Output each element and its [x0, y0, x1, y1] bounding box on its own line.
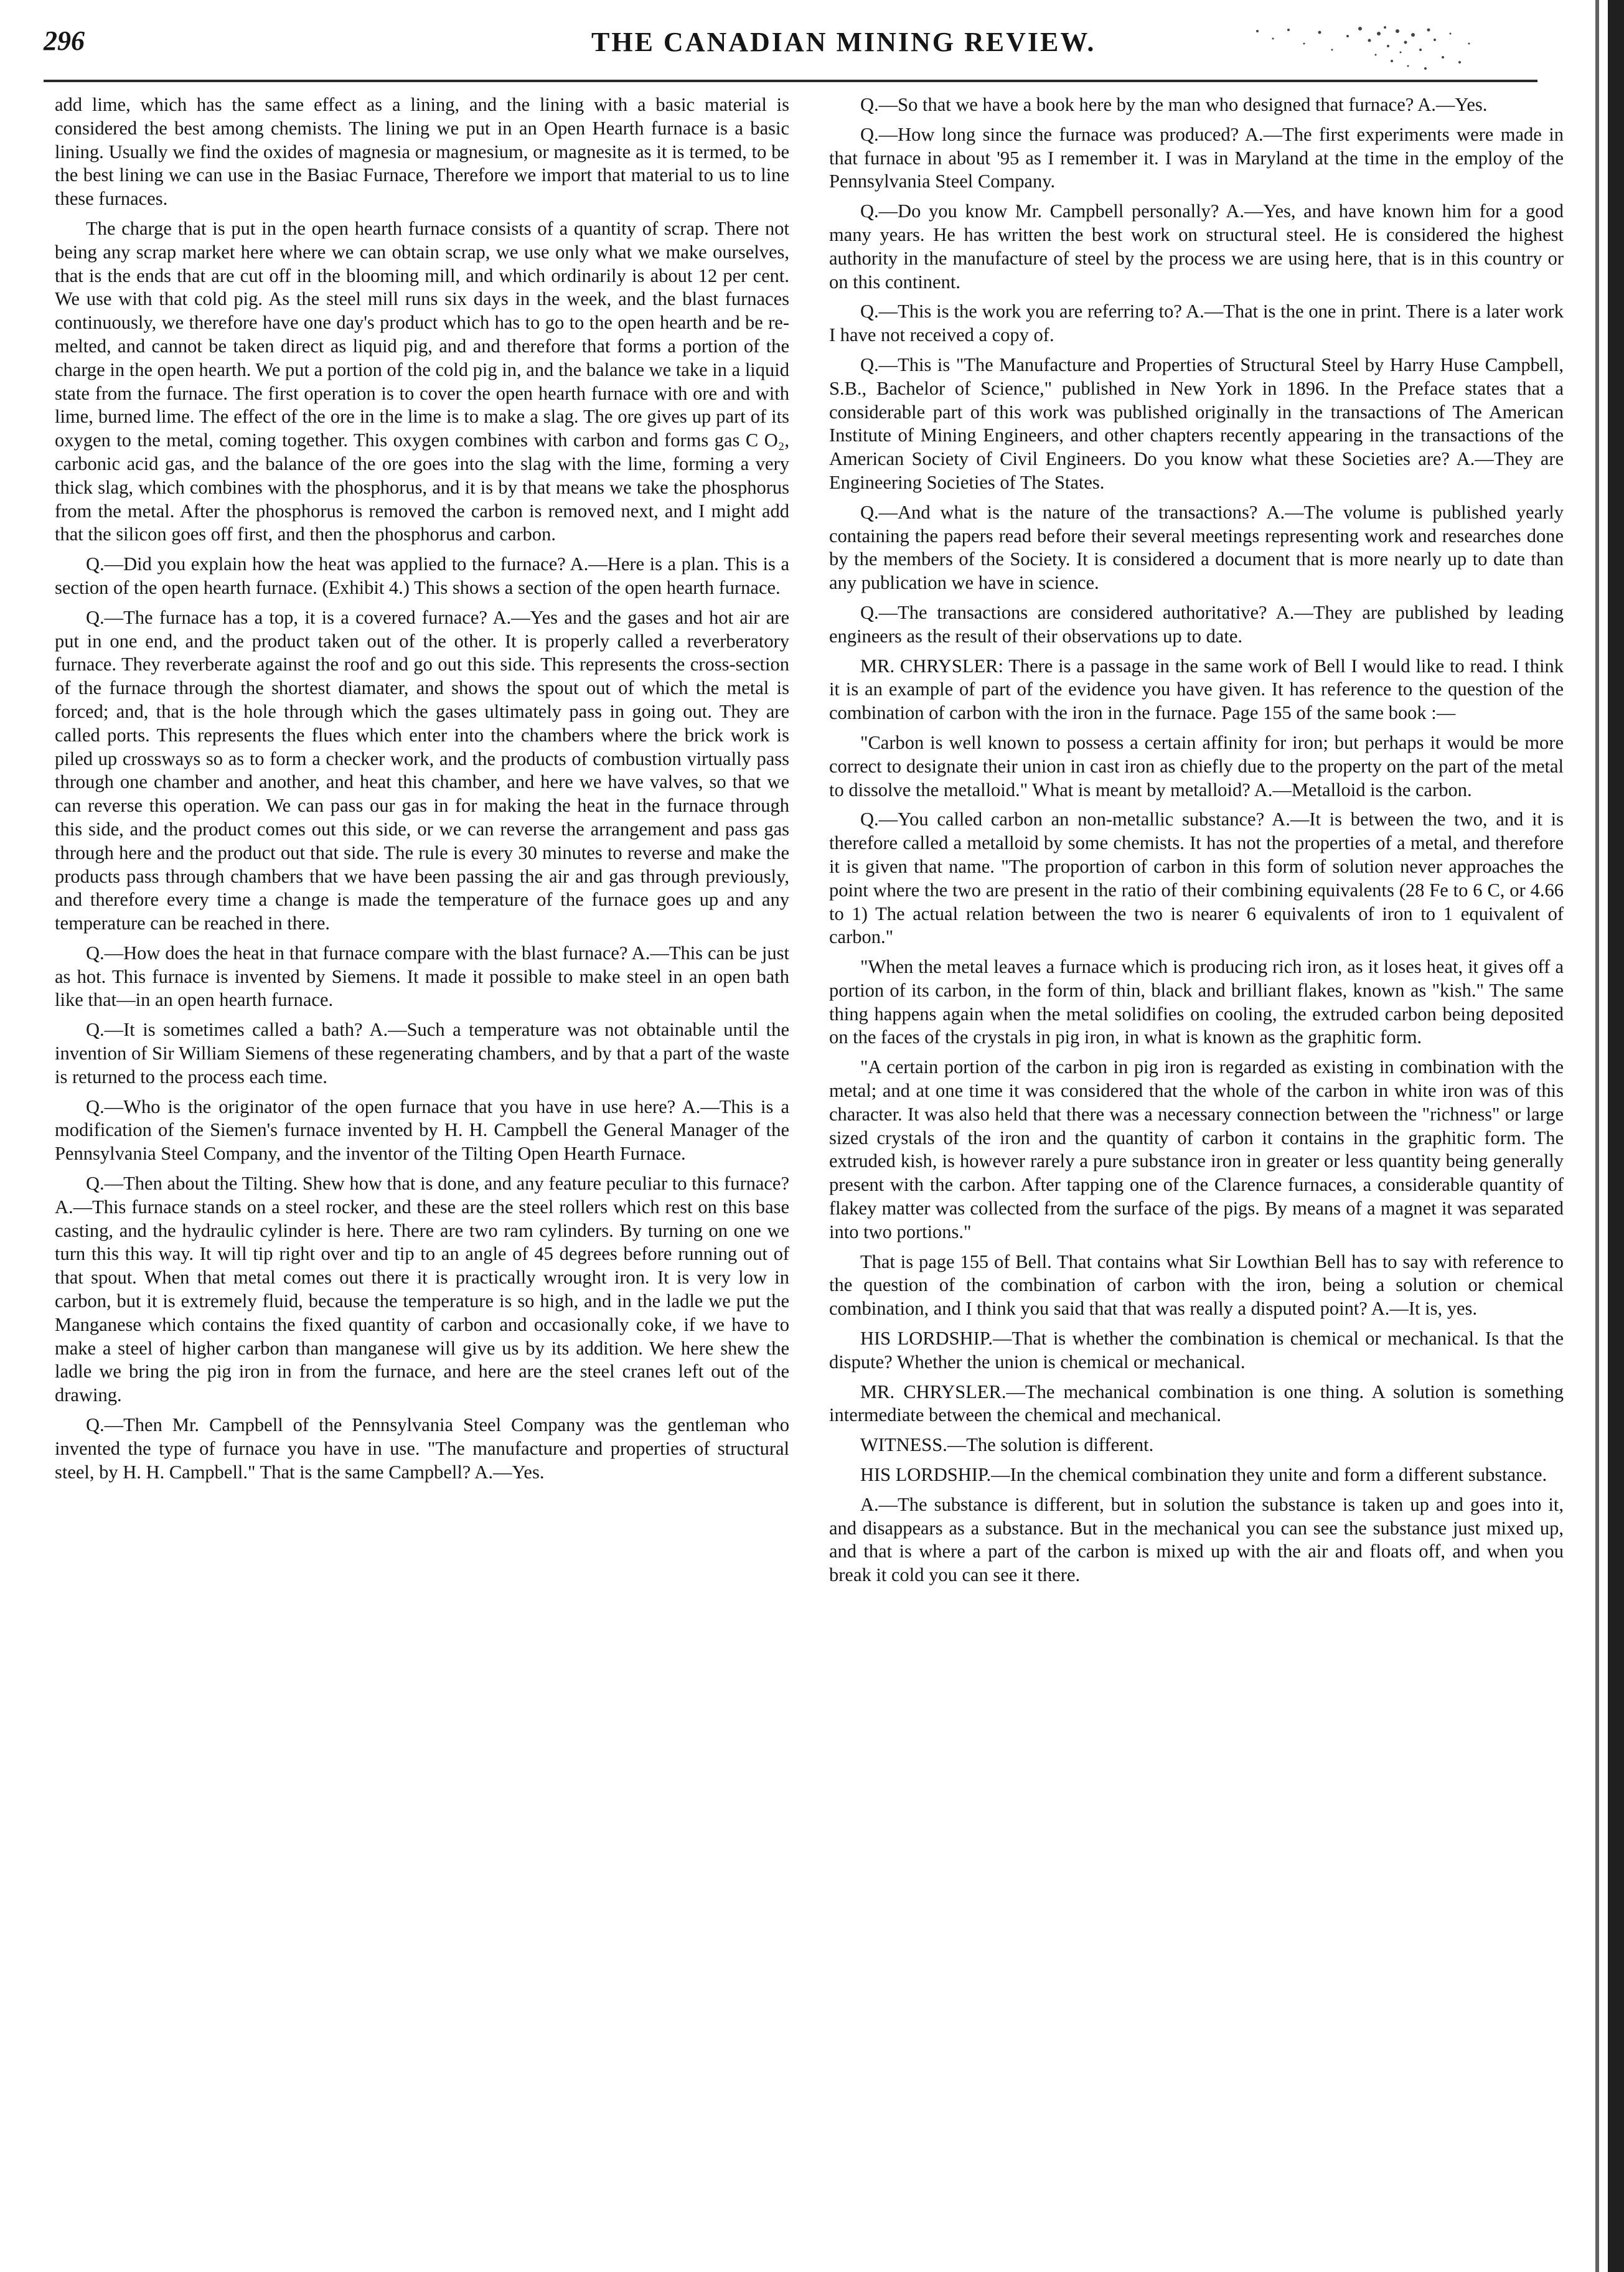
scan-noise-speckle: [1245, 25, 1481, 75]
paragraph: HIS LORDSHIP.—In the chemical combination they unite and form a different substance.: [860, 1464, 1547, 1486]
page-number: 296: [44, 26, 85, 56]
paragraph: MR. CHRYSLER.—The mechanical combination is one thing. A solution is something intermediate between the chemical and mechanical.: [829, 1381, 1564, 1426]
paragraph: Q.—The transactions are considered authoritative? A.—They are published by leading engineers as the result of their observations up to date.: [829, 601, 1564, 647]
paragraph: add lime, which has the same effect as a lining, and the lining with a basic material is considered the best among chemists. The lining we put in an Open Hearth furnace is a basic lining. Usually we find the oxides of magnesia or magnesium, or magnesite as it is termed, to be the best lining we can use in the Basiac Furnace, Therefore we import that material to us to line these furnaces.: [55, 94, 789, 210]
paragraph: Q.—Then Mr. Campbell of the Pennsylvania Steel Company was the gentleman who invented the type of furnace you have in use. "The manufacture and properties of structural steel, by H. H. Campbell." That is the same Campbell? A.—Yes.: [55, 1414, 789, 1483]
paragraph: WITNESS.—The solution is different.: [860, 1434, 1154, 1456]
right-column: [829, 93, 1564, 1594]
paragraph: Q.—Did you explain how the heat was applied to the furnace? A.—Here is a plan. This is a section of the open hearth furnace. (Exhibit 4.) This shows a section of the open hearth furnace.: [55, 553, 789, 598]
header-rule: [44, 80, 1537, 82]
paragraph: Q.—Who is the originator of the open furnace that you have in use here? A.—This is a modification of the Siemen's furnace invented by H. H. Campbell the General Manager of the Pennsylvania Steel Company, and the inventor of the Tilting Open Hearth Furnace.: [55, 1096, 789, 1165]
paragraph: Q.—This is "The Manufacture and Properties of Structural Steel by Harry Huse Campbell, S.B., Bachelor of Science," published in New York in 1896. In the Preface states that a considerable part of this work was published originally in the transactions of The American Institute of Mining Engineers, and other chapters recently appearing in the transactions of the American Society of Civil Engineers. Do you know what these Societies are? A.—They are Engineering Societies of The States.: [829, 354, 1564, 493]
paragraph: Q.—How does the heat in that furnace compare with the blast furnace? A.—This can be just as hot. This furnace is invented by Siemens. It made it possible to make steel in an open bath like that—in an open hearth furnace.: [55, 942, 789, 1011]
paragraph: "When the metal leaves a furnace which is producing rich iron, as it loses heat, it gives off a portion of its carbon, in the form of thin, black and brilliant flakes, known as "kish." The same thing happens again when the metal solidifies on cooling, the extruded carbon being deposited on the faces of the crystals in pig iron, in what is known as the graphitic form.: [829, 956, 1564, 1048]
paragraph: A.—The substance is different, but in solution the substance is taken up and goes into it, and disappears as a substance. But in the mechanical you can see the substance just mixed up, and that is where a part of the carbon is mixed up with the air and floats off, and when you break it cold you can see it there.: [829, 1493, 1564, 1586]
paragraph: Q.—It is sometimes called a bath? A.—Such a temperature was not obtainable until the invention of Sir William Siemens of these regenerating chambers, and by that a part of the waste is returned to the process each time.: [55, 1019, 789, 1087]
page-header: [44, 25, 1537, 81]
paragraph: The charge that is put in the open hearth furnace consists of a quantity of scrap. There not being any scrap market here where we can obtain scrap, we use only what we make ourselves, that is the ends that are cut off in the blooming mill, and which ordinarily is about 12 per cent. We use with that cold pig. As the steel mill runs six days in the week, and the blast furnaces continuously, we therefore have one day's product which has to go to the open hearth and be re-melted, and cannot be taken direct as liquid pig, and and therefore that forms a portion of the charge in the open hearth. We put a portion of the cold pig in, and the balance we take in a liquid state from the furnace. The first operation is to cover the open hearth furnace with ore and with lime, burned lime. The effect of the ore in the lime is to make a slag. The ore gives up part of its oxygen to the metal, coming together. This oxygen combines with carbon and forms gas C O₂, carbonic acid gas, and the balance of the ore goes into the slag with the lime, forming a very thick slag, which combines with the phosphorus, and it is by that means we take the phosphorus from the metal. After the phosphorus is removed the carbon is removed next, and I might add that the silicon goes off first, and then the phosphorus and carbon.: [55, 217, 789, 545]
running-title: THE CANADIAN MINING REVIEW.: [591, 27, 1096, 57]
left-column: [55, 93, 789, 1490]
paragraph: Q.—How long since the furnace was produced? A.—The first experiments were made in that furnace in about '95 as I remember it. I was in Maryland at the time in the employ of the Pennsylvania Steel Company.: [829, 123, 1564, 192]
paragraph: Q.—And what is the nature of the transactions? A.—The volume is published yearly containing the papers read before their several meetings representing work and researches done by the members of the Society. It is considered a document that is more nearly up to date than any publication we have in science.: [829, 501, 1564, 594]
paragraph: Q.—So that we have a book here by the man who designed that furnace? A.—Yes.: [860, 94, 1488, 115]
scan-edge-shadow: [1608, 0, 1624, 2272]
paragraph: Q.—Then about the Tilting. Shew how that is done, and any feature peculiar to this furnace? A.—This furnace stands on a steel rocker, and these are the steel rollers which rest on this base casting, and the hydraulic cylinder is here. There are two ram cylinders. By turning on one we turn this this way. It will tip right over and tip to an angle of 45 degrees before running out of that spout. When that metal comes out there it is practically wrought iron. It is very low in carbon, but it is extremely fluid, because the temperature is so high, and in the ladle we put the Manganese which contains the fixed quantity of carbon and occasionally coke, if we have to make a steel of higher carbon than manganese will give us by its addition. We here shew the ladle we bring the pig iron in from the furnace, and here are the steel cranes left out of the drawing.: [55, 1173, 789, 1406]
paragraph: Q.—This is the work you are referring to? A.—That is the one in print. There is a later work I have not received a copy of.: [829, 301, 1564, 346]
scan-edge-line: [1595, 0, 1599, 2272]
paragraph: Q.—The furnace has a top, it is a covered furnace? A.—Yes and the gases and hot air are put in one end, and the product taken out of the other. It is properly called a reverberatory furnace. They reverberate against the roof and go out this side. This represents the cross-section of the furnace through the shortest diamater, and shows the spout out of which the metal is forced; and, that is the hole through which the gases ultimately pass in going out. They are called ports. This represents the flues which enter into the chambers where the brick work is piled up crossways so as to form a checker work, and the products of combustion virtually pass through one chamber and another, and heat this chamber, and here we have valves, so that we can reverse this operation. We can pass our gas in for making the heat in the furnace through this side, and the product comes out this side, or we can reverse the arrangement and pass gas through here and the product out that side. The rule is every 30 minutes to reverse and make the products pass through chambers that we have been passing the air and gas through previously, and therefore every time a change is made the temperature of the furnace goes up and any temperature can be reached in there.: [55, 606, 789, 934]
paragraph: "A certain portion of the carbon in pig iron is regarded as existing in combination with the metal; and at one time it was considered that the whole of the carbon in white iron was of this character. It was also held that there was a necessary connection between the "richness" or large sized crystals of the iron and the quantity of carbon it contains in the graphitic form. The extruded kish, is however rarely a pure substance iron in greater or less quantity being generally present with the carbon. After tapping one of the Clarence furnaces, a considerable quantity of flakey matter was collected from the surface of the pigs. By means of a magnet it was separated into two portions.": [829, 1056, 1564, 1242]
paragraph: "Carbon is well known to possess a certain affinity for iron; but perhaps it would be more correct to designate their union in cast iron as chiefly due to the property on the part of the metal to dissolve the metalloid." What is meant by metalloid? A.—Metalloid is the carbon.: [829, 731, 1564, 800]
paragraph: Q.—You called carbon an non-metallic substance? A.—It is between the two, and it is therefore called a metalloid by some chemists. It has not the properties of a metal, and therefore it is given that name. "The proportion of carbon in this form of solution never approaches the point where the two are present in the ratio of their combining equivalents (28 Fe to 6 C, or 4.66 to 1) The actual relation between the two is nearer 6 equivalents of iron to 1 equivalent of carbon.": [829, 809, 1564, 948]
paragraph: Q.—Do you know Mr. Campbell personally? A.—Yes, and have known him for a good many years. He has written the best work on structural steel. He is considered the highest authority in the manufacture of steel by the process we are using here, that is in this country or on this continent.: [829, 200, 1564, 293]
paragraph: HIS LORDSHIP.—That is whether the combination is chemical or mechanical. Is that the dispute? Whether the union is chemical or mechanical.: [829, 1328, 1564, 1373]
paragraph: That is page 155 of Bell. That contains what Sir Lowthian Bell has to say with reference to the question of the combination of carbon with the iron, being a solution or chemical combination, and I think you said that that was really a disputed point? A.—It is, yes.: [829, 1251, 1564, 1320]
paragraph: MR. CHRYSLER: There is a passage in the same work of Bell I would like to read. I think it is an example of part of the evidence you have given. It has reference to the question of the combination of carbon with the iron in the furnace. Page 155 of the same book :—: [829, 655, 1564, 724]
